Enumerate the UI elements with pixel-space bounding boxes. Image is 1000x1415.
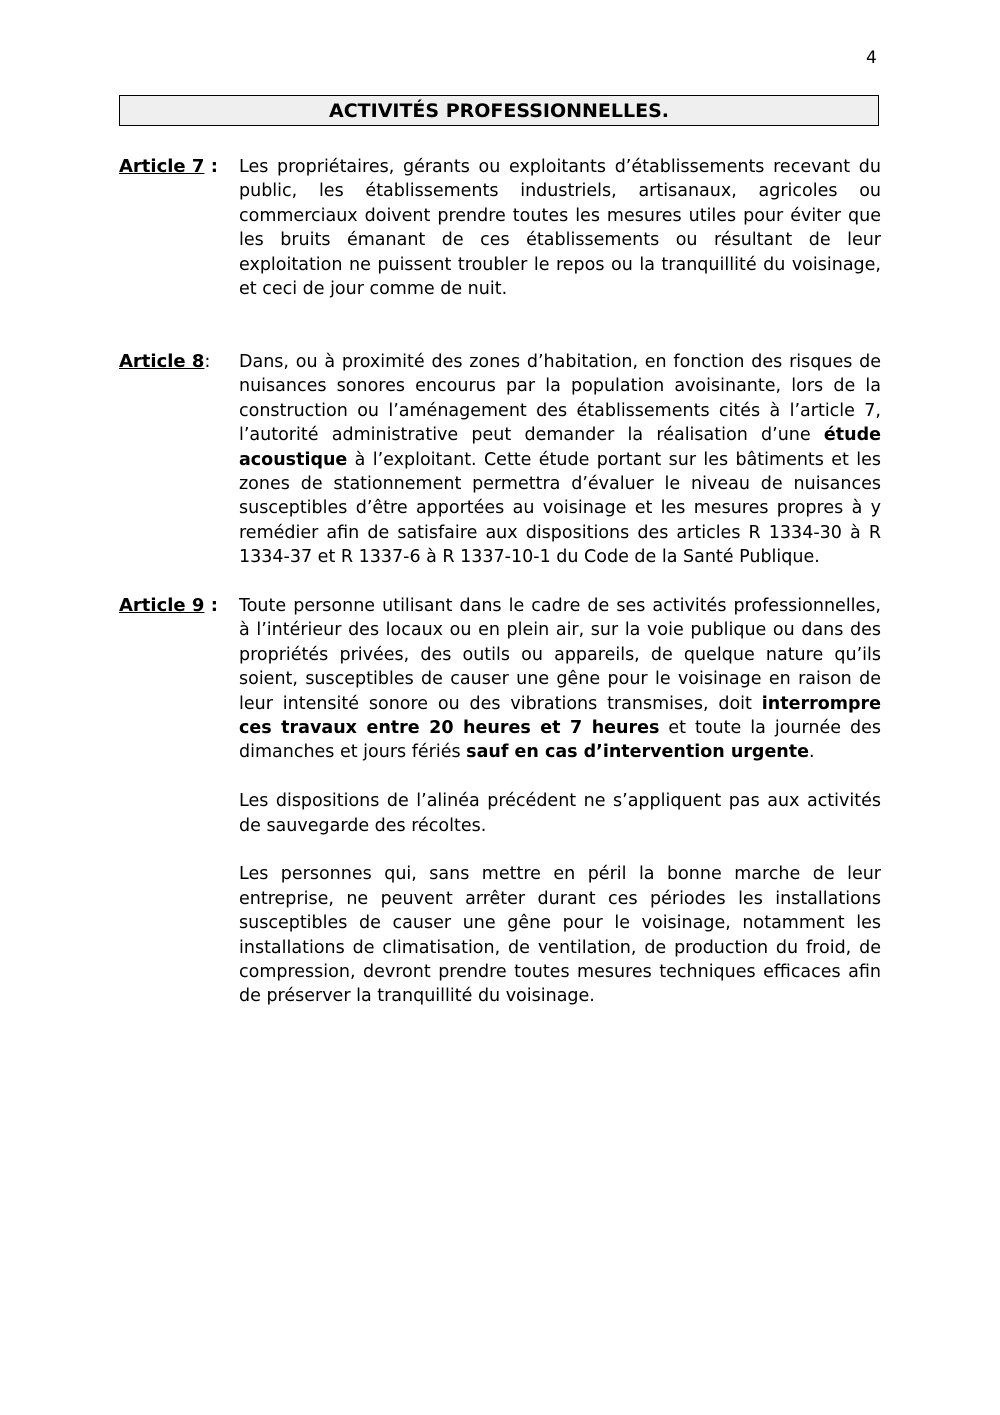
section-title: ACTIVITÉS PROFESSIONNELLES.	[119, 95, 879, 126]
article-body	[239, 594, 881, 1009]
article-label-separator: :	[204, 351, 211, 372]
article-7	[119, 155, 881, 301]
paragraph-text: et toute la journée des dimanches et jours fériés	[239, 718, 882, 763]
article-paragraph	[239, 594, 881, 765]
article-label-separator: :	[204, 156, 218, 177]
article-body	[239, 155, 881, 301]
article-label	[119, 350, 211, 374]
article-label-text: Article 9	[119, 595, 205, 616]
paragraph-text: Toute personne utilisant dans le cadre de ses activités professionnelles, à l’intérieur des locaux ou en plein air, sur la voie publique ou dans des propriétés privées, des outils ou appareils, de quelque nature qu’ils soient, susceptibles de causer une gêne pour le voisinage en raison de leur intensité sonore ou des vibrations transmises, doit	[239, 596, 881, 714]
emphasis-text: interrompre ces travaux entre 20 heures et 7 heures	[239, 693, 881, 739]
paragraph-text: .	[809, 742, 815, 763]
paragraph-text: à l’exploitant. Cette étude portant sur les bâtiments et les zones de stationnement permettra d’évaluer le niveau de nuisances susceptibles d’être apportées au voisinage et les mesures propres à y remédier afin de satisfaire aux dispositions des articles R 1334-30 à R 1334-37 et R 1337-6 à R 1337-10-1 du Code de la Santé Publique.	[239, 449, 881, 568]
article-label-separator: :	[204, 595, 218, 616]
article-9	[119, 594, 881, 1009]
article-paragraph	[239, 862, 881, 1008]
paragraph-text: Dans, ou à proximité des zones d’habitation, en fonction des risques de nuisances sonores encourus par la population avoisinante, lors de la construction ou l’aménagement des établissements cités à l’article 7, l’autorité administrative peut demander la réalisation d’une	[239, 352, 881, 446]
paragraph-text: Les propriétaires, gérants ou exploitants d’établissements recevant du public, les établissements industriels, artisanaux, agricoles ou commerciaux doivent prendre toutes les mesures utiles pour éviter que les bruits émanant de ces établissements ou résultant de leur exploitation ne puissent troubler le repos ou la tranquillité du voisinage, et ceci de jour comme de nuit.	[239, 157, 881, 300]
article-paragraph	[239, 155, 881, 301]
paragraph-text: Les dispositions de l’alinéa précédent ne s’appliquent pas aux activités de sauvegarde des récoltes.	[239, 791, 881, 836]
article-8	[119, 350, 881, 570]
article-paragraph	[239, 789, 881, 838]
article-label-text: Article 8	[119, 351, 205, 372]
article-label	[119, 594, 218, 618]
article-body	[239, 350, 881, 570]
article-label-text: Article 7	[119, 156, 205, 177]
paragraph-text: Les personnes qui, sans mettre en péril la bonne marche de leur entreprise, ne peuvent arrêter durant ces périodes les installations susceptibles de causer une gêne pour le voisinage, notamment les installations de climatisation, de ventilation, de production du froid, de compression, devront prendre toutes mesures techniques efficaces afin de préserver la tranquillité du voisinage.	[239, 864, 881, 1007]
article-paragraph	[239, 350, 881, 570]
emphasis-text: sauf en cas d’intervention urgente	[466, 742, 810, 763]
emphasis-text: étude acoustique	[239, 425, 881, 470]
article-label	[119, 155, 218, 179]
page-number: 4	[866, 48, 877, 68]
